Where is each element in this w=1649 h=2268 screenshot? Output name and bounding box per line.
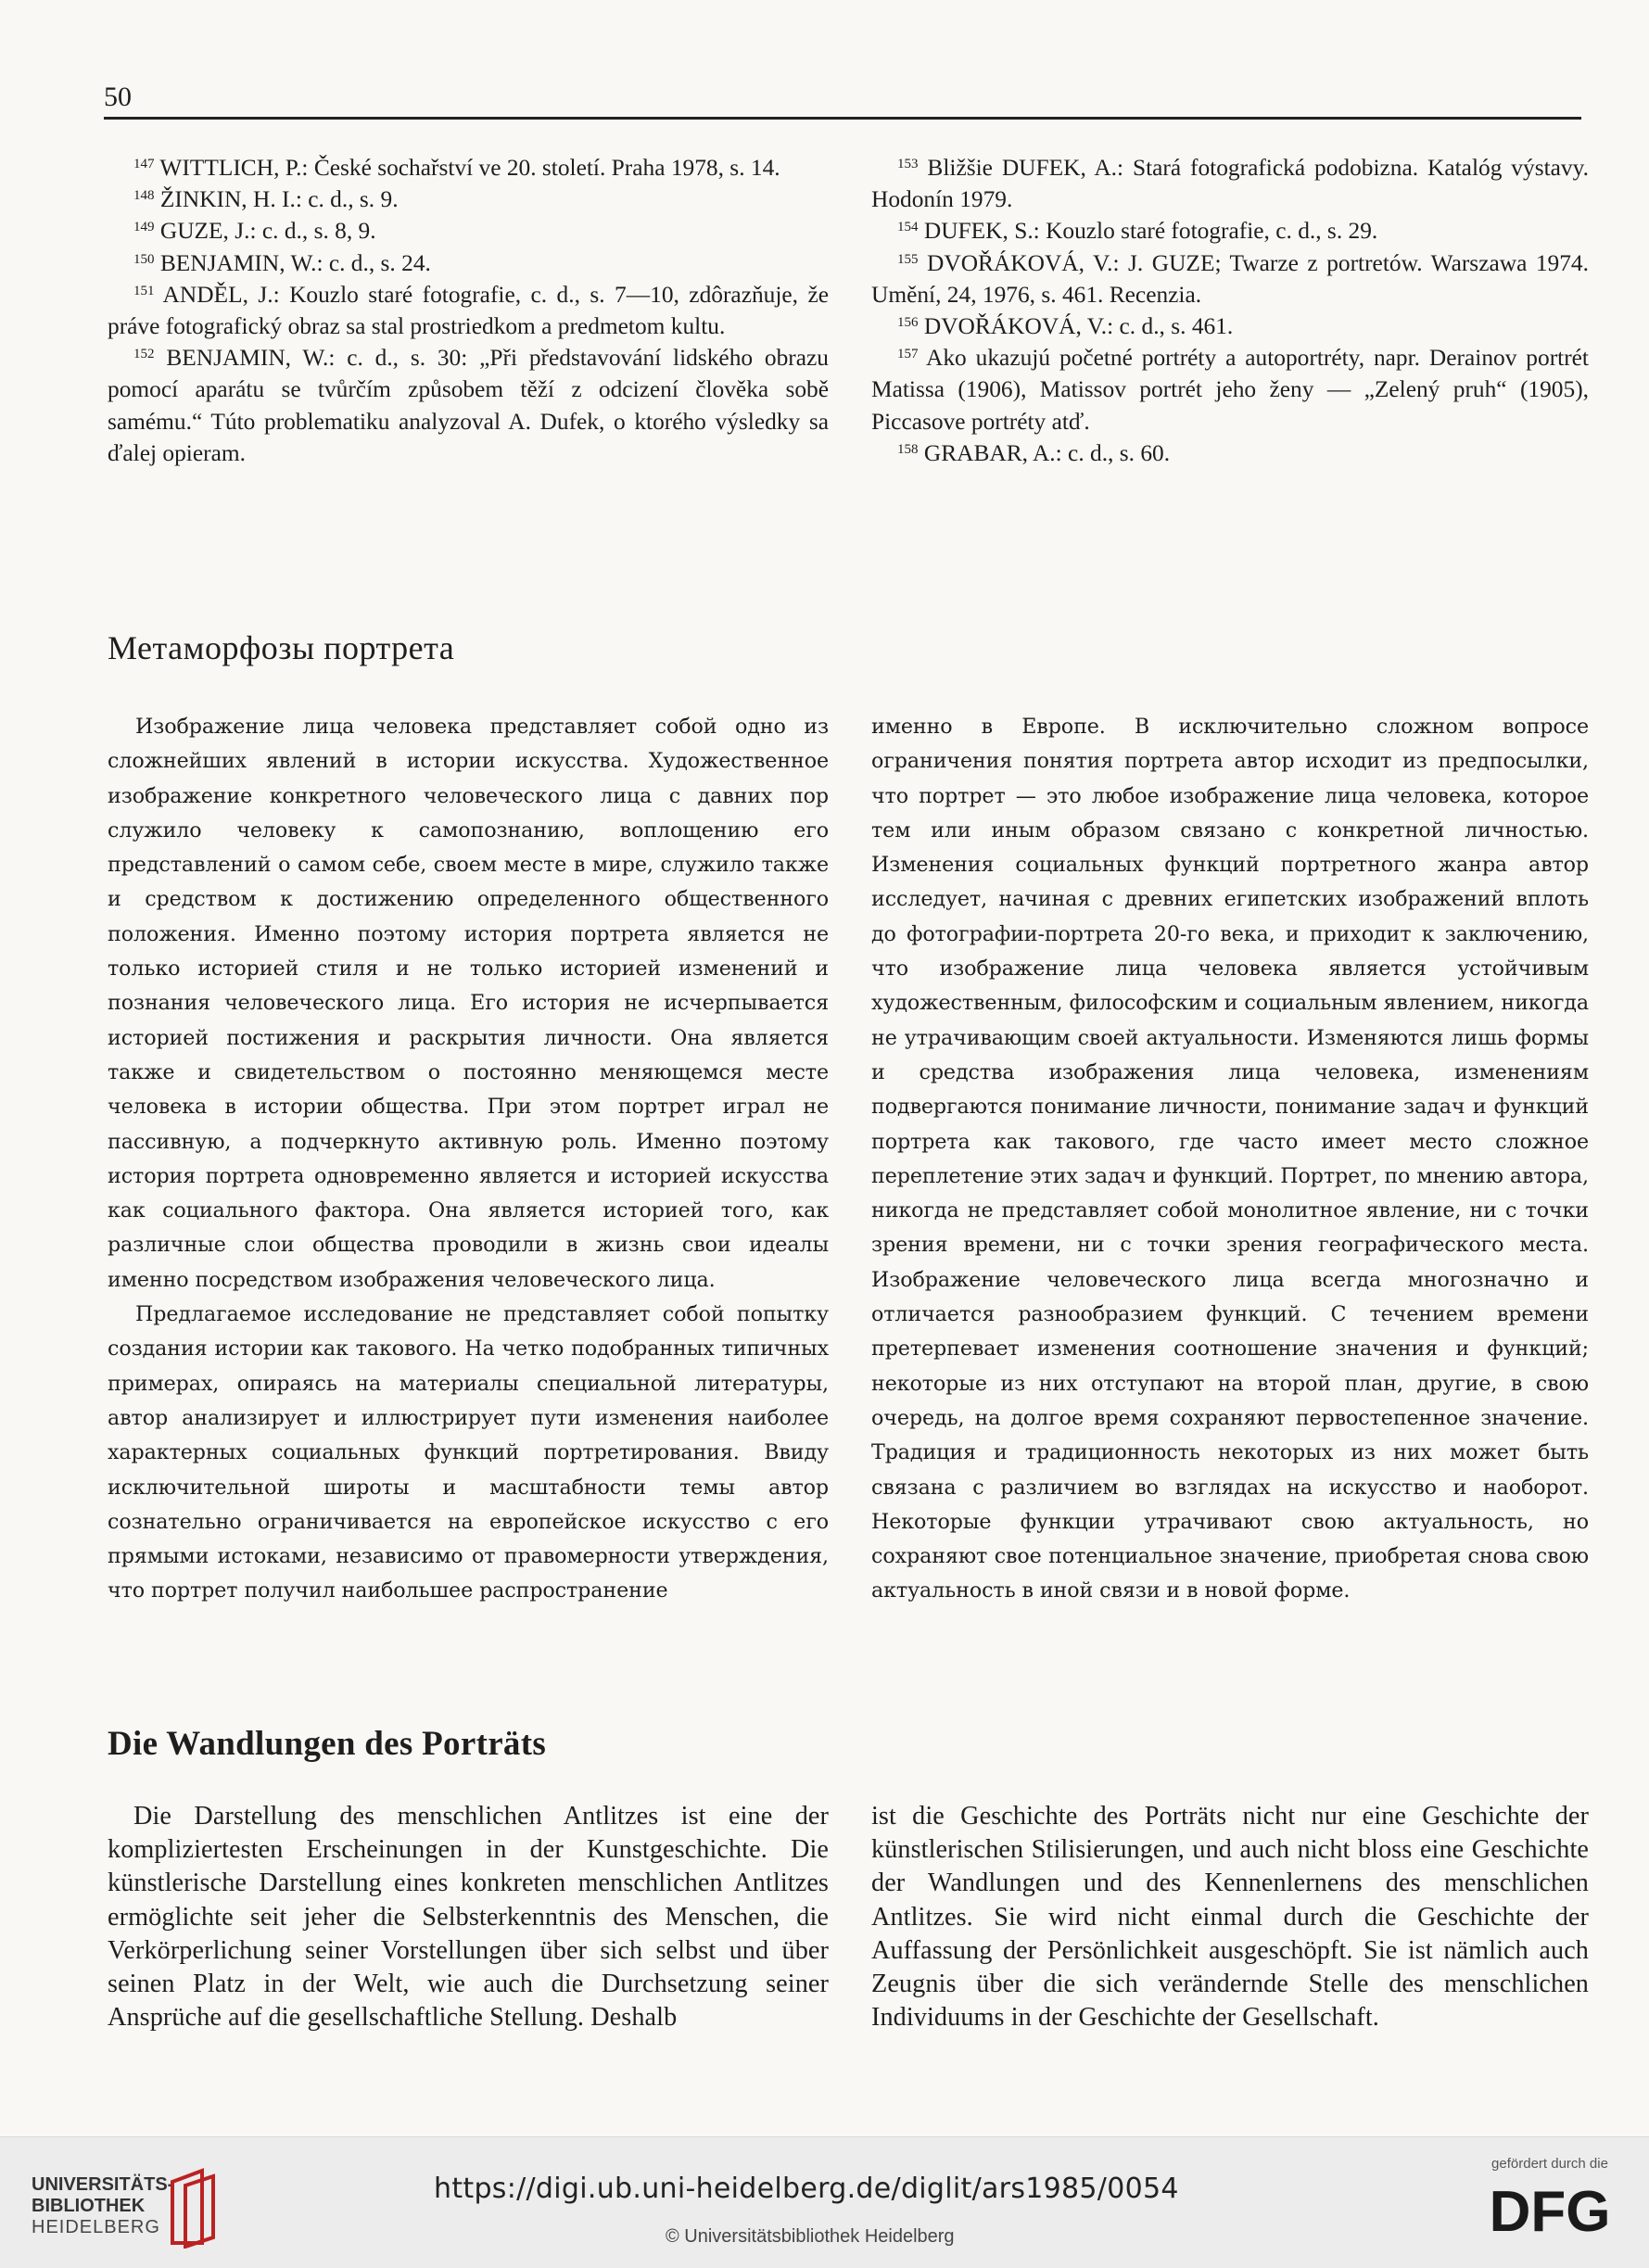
footnote (108, 215, 829, 247)
footnote-number: 148 (133, 188, 155, 204)
footnote (871, 152, 1589, 215)
footnote (108, 184, 829, 215)
dfg-logo-text: DFG (1489, 2180, 1611, 2242)
footnote (108, 279, 829, 342)
footnote-text: Ako ukazujú početné portréty a autoportréty, napr. Derainov portrét Matissa (1906), Matissov portrét jeho ženy — „Zelený pruh“ (1905), Piccasove portréty atď. (871, 345, 1589, 435)
footnote-text: GRABAR, A.: c. d., s. 60. (923, 439, 1171, 466)
footnote-number: 158 (897, 441, 919, 457)
paragraph: Изображение лица человека представляет собой одно из сложнейших явлений в истории искусства. Художественное изображение конкретного человеческого лица с давних пор служило человеку к самопознанию, воплощению его представлений о самом себе, своем месте в мире, служило также и средством к достижению определенного общественного положения. Именно поэтому история портрета является не только историей стиля и не только историей изменений и познания человеческого лица. Его история не исчерпывается историей постижения и раскрытия личности. Она является также и свидетельством о постоянно меняющемся месте человека в истории общества. При этом портрет играл не пассивную, а подчеркнуто активную роль. Именно поэтому история портрета одновременно является и историей искусства как социального фактора. Она является историей того, как различные слои общества проводили в жизнь свои идеалы именно посредством изображения человеческого лица. (108, 715, 829, 1292)
library-name (32, 2174, 173, 2238)
footnote (871, 247, 1589, 310)
russian-text-right-column (871, 710, 1589, 1609)
footnote-number: 150 (133, 251, 155, 267)
footnote-text: DVOŘÁKOVÁ, V.: c. d., s. 461. (923, 313, 1234, 340)
footnote-text: WITTLICH, P.: České sochařství ve 20. století. Praha 1978, s. 14. (159, 155, 780, 181)
footnote-number: 157 (897, 347, 919, 362)
footnote-number: 155 (897, 251, 919, 267)
dfg-logo-icon (1466, 2177, 1633, 2242)
footnotes-left-column (108, 152, 829, 469)
footnote-number: 147 (133, 157, 155, 171)
russian-section-heading: Метаморфозы портрета (108, 629, 455, 666)
library-name-line1: UNIVERSITÄTS- (32, 2174, 174, 2195)
header-rule (104, 117, 1581, 120)
footnote (871, 310, 1589, 342)
footnote-number: 153 (897, 157, 919, 171)
footnote-number: 154 (897, 220, 919, 235)
footnote-text: BENJAMIN, W.: c. d., s. 30: „Při představování lidského obrazu pomocí aparátu se tvůrčím způsobem těží z odcizení člověka sobě samému.“ Túto problematiku analyzoval A. Dufek, o ktorého výsledky sa ďalej opieram. (108, 345, 829, 466)
footnote-text: GUZE, J.: c. d., s. 8, 9. (159, 218, 376, 245)
page-number: 50 (104, 82, 132, 112)
funding-label: gefördert durch die (1491, 2156, 1608, 2172)
paragraph: Die Darstellung des menschlichen Antlitzes ist eine der kompliziertesten Erscheinungen in der Kunstgeschichte. Die künstlerische Darstellung eines konkreten menschlichen Antlitzes ermöglichte seit jeher die Selbsterkenntnis des Menschen, die Verkörperlichung seiner Vorstellungen über sich selbst und über seinen Platz in der Welt, wie auch die Durchsetzung seiner Ansprüche auf die gesellschaftliche Stellung. Deshalb (108, 1802, 829, 2033)
russian-text-left-column (108, 710, 829, 1609)
copyright-notice: © Universitätsbibliothek Heidelberg (666, 2226, 955, 2247)
footnote-text: ŽINKIN, H. I.: c. d., s. 9. (159, 186, 399, 213)
viewer-footer (0, 2136, 1649, 2268)
footnote-text: BENJAMIN, W.: c. d., s. 24. (159, 249, 431, 276)
footnote-text: DVOŘÁKOVÁ, V.: J. GUZE; Twarze z portretów. Warszawa 1974. Umění, 24, 1976, s. 461. Recenzia. (871, 249, 1589, 308)
permalink-url[interactable]: https://digi.ub.uni-heidelberg.de/diglit/ars1985/0054 (434, 2173, 1179, 2205)
library-name-line3: HEIDELBERG (32, 2217, 160, 2237)
footnote-text: Bližšie DUFEK, A.: Stará fotografická podobizna. Katalóg výstavy. Hodonín 1979. (871, 155, 1589, 213)
funder-block (1466, 2156, 1633, 2242)
footnote-number: 151 (133, 283, 155, 298)
german-section-heading: Die Wandlungen des Porträts (108, 1725, 547, 1763)
paragraph: ist die Geschichte des Porträts nicht nur eine Geschichte der künstlerischen Stilisierungen, und auch nicht bloss eine Geschichte der Wandlungen und des Kennenlernens des menschlichen Antlitzes. Sie wird nicht einmal durch die Geschichte der Auffassung der Persönlichkeit ausgeschöpft. Sie ist nämlich auch Zeugnis über die sich verändernde Stelle des menschlichen Individuums in der Geschichte der Gesellschaft. (871, 1802, 1589, 2033)
german-text-right-column (871, 1800, 1589, 2034)
footnote-number: 152 (133, 347, 155, 362)
footnote (108, 342, 829, 469)
library-logo-icon (165, 2165, 221, 2249)
footnote-text: ANDĚL, J.: Kouzlo staré fotografie, c. d., s. 7—10, zdôrazňuje, že práve fotografický obraz sa stal prostriedkom a predmetom kultu. (108, 281, 830, 340)
library-name-line2: BIBLIOTHEK (32, 2196, 146, 2216)
footnote (108, 152, 829, 184)
footnote-number: 156 (897, 315, 919, 331)
german-text-left-column (108, 1800, 829, 2034)
paragraph: Предлагаемое исследование не представляет собой попытку создания истории как такового. На четко подобранных типичных примерах, опираясь на материалы специальной литературы, автор анализирует и иллюстрирует пути изменения наиболее характерных социальных функций портретирования. Ввиду исключительной широты и масштабности темы автор сознательно ограничивается на европейское искусство с его прямыми истоками, независимо от правомерности утверждения, что портрет получил наибольшее распространение (108, 1302, 829, 1603)
footnote (871, 437, 1589, 469)
footnote (108, 247, 829, 279)
footnote (871, 215, 1589, 247)
footnotes-right-column (871, 152, 1589, 469)
paragraph: именно в Европе. В исключительно сложном вопросе ограничения понятия портрета автор исходит из предпосылки, что портрет — это любое изображение лица человека, которое тем или иным образом связано с конкретной личностью. Изменения социальных функций портретного жанра автор исследует, начиная с древних египетских изображений вплоть до фотографии-портрета 20-го века, и приходит к заключению, что изображение лица человека является устойчивым художественным, философским и социальным явлением, никогда не утрачивающим своей актуальности. Изменяются лишь формы и средства изображения лица человека, изменениям подвергаются понимание личности, понимание задач и функций портрета как такового, где часто имеет место сложное переплетение этих задач и функций. Портрет, по мнению автора, никогда не представляет собой монолитное явление, ни с точки зрения времени, ни с точки зрения географического места. Изображение человеческого лица всегда многозначно и отличается разнообразием функций. С течением времени претерпевает изменения соотношение значения и функций; некоторые из них отступают на второй план, другие, в свою очередь, на долгое время сохраняют первостепенное значение. Традиция и традиционность некоторых из них может быть связана с различием во взглядах на искусство и наоборот. Некоторые функции утрачивают свою актуальность, но сохраняют свое потенциальное значение, приобретая снова свою актуальность в иной связи и в новой форме. (871, 715, 1589, 1603)
footnote-number: 149 (133, 220, 155, 235)
footnote (871, 342, 1589, 437)
footnote-text: DUFEK, S.: Kouzlo staré fotografie, c. d., s. 29. (923, 218, 1378, 245)
